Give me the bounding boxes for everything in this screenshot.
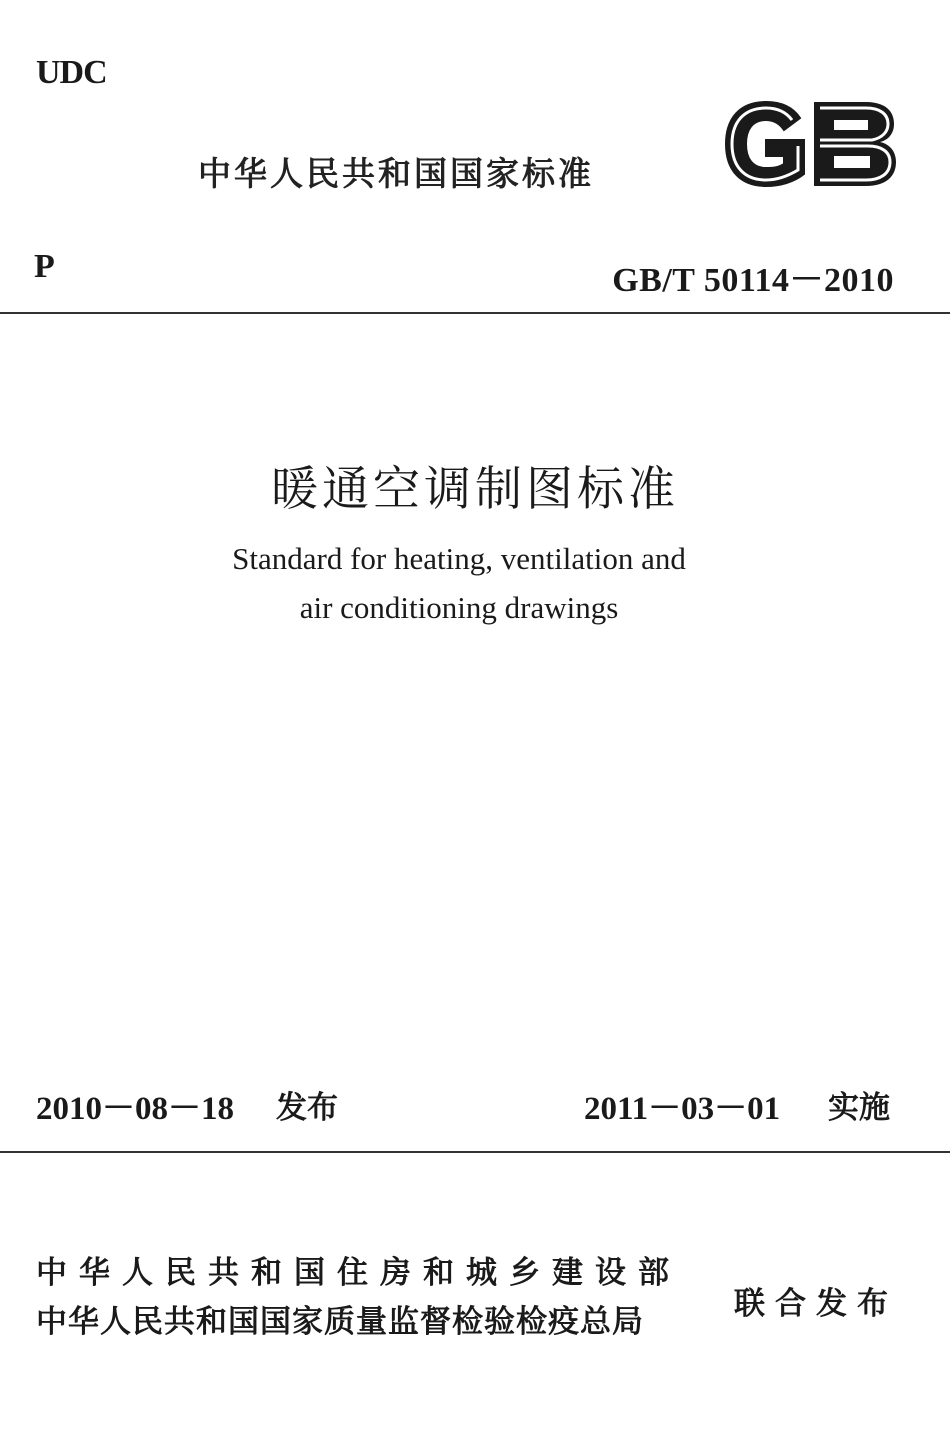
title-chinese: 暖通空调制图标准	[271, 462, 679, 517]
title-english-line2: air conditioning drawings	[299, 590, 619, 625]
issue-date: 2010－08－18	[36, 1091, 234, 1127]
bottom-divider	[0, 1151, 950, 1153]
publisher-aqsiq: 中华人民共和国国家质量监督检验检疫总局	[36, 1304, 644, 1340]
title-english-line1: Standard for heating, ventilation and	[232, 541, 686, 576]
joint-issue-label: 联合发布	[734, 1286, 898, 1322]
udc-label: UDC	[36, 54, 107, 91]
issue-label: 发布	[276, 1090, 338, 1126]
classification-code: P	[34, 248, 55, 285]
implement-label: 实施	[828, 1090, 890, 1126]
national-standard-heading: 中华人民共和国国家标准	[198, 154, 594, 193]
gb-logo	[722, 96, 898, 192]
implement-date: 2011－03－01	[584, 1091, 781, 1127]
publisher-ministry-housing: 中华人民共和国住房和城乡建设部	[36, 1255, 681, 1291]
top-divider	[0, 312, 950, 314]
standard-number: GB/T 50114－2010	[612, 262, 894, 299]
